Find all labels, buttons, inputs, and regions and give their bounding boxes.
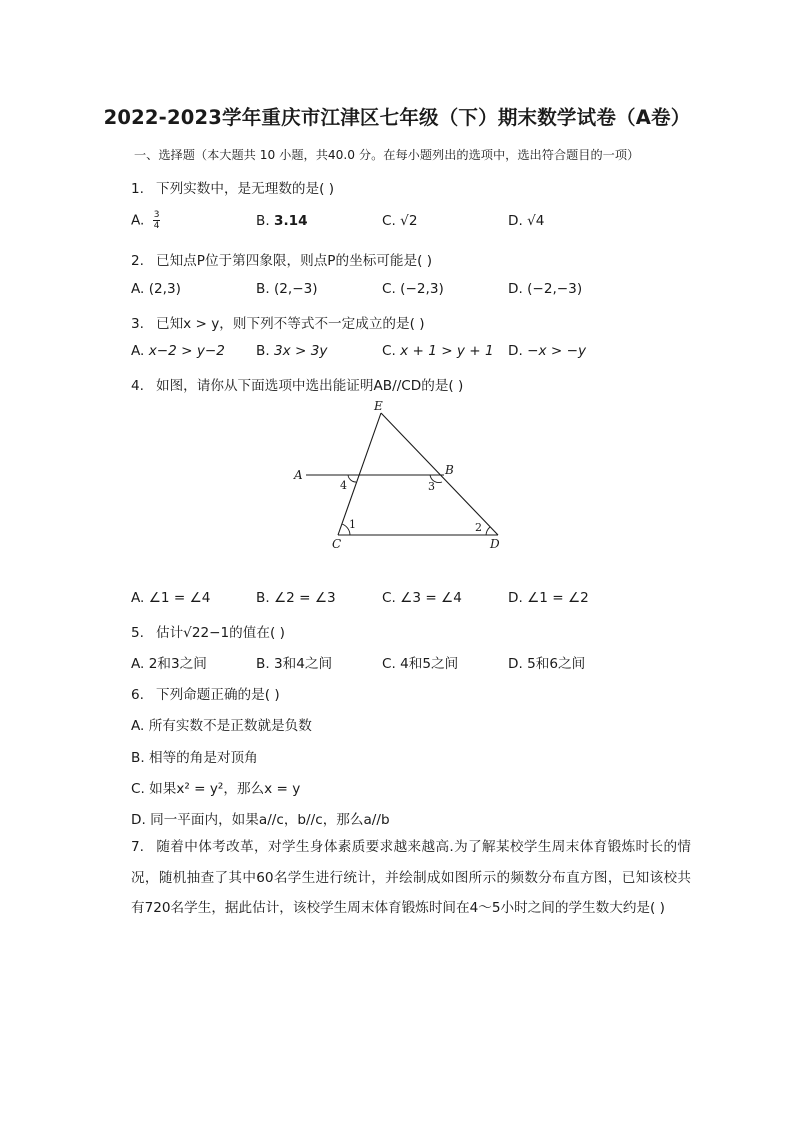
option-text: (−2,−3): [527, 281, 583, 297]
option-text: x−2 > y−2: [148, 343, 225, 359]
option-letter: C.: [382, 281, 396, 297]
option-a: [131, 714, 312, 734]
question-stem: 下列命题正确的是( ): [155, 687, 280, 703]
question-4: [131, 374, 463, 394]
option-letter: C.: [131, 781, 145, 797]
option-a: [131, 281, 181, 297]
option-text: 所有实数不是正数就是负数: [148, 718, 312, 734]
option-text: (2,−3): [273, 281, 318, 297]
question-5: [131, 621, 285, 641]
option-a: [131, 343, 225, 359]
option-text: x + 1 > y + 1: [400, 343, 494, 359]
option-b: [256, 343, 327, 359]
option-text: 4和5之间: [400, 656, 459, 672]
option-b: [256, 281, 318, 297]
option-text: 2和3之间: [148, 656, 207, 672]
option-b: [256, 213, 308, 229]
option-text: 5和6之间: [527, 656, 586, 672]
option-c: [382, 343, 494, 359]
option-letter: B.: [256, 281, 270, 297]
option-letter: B.: [256, 343, 270, 359]
option-c: [382, 652, 458, 672]
question-stem: 估计√22−1的值在( ): [155, 625, 285, 641]
angle-3-label: 3: [428, 480, 435, 493]
option-letter: D.: [508, 213, 523, 229]
question-1: [131, 177, 334, 197]
question-2: [131, 249, 432, 269]
option-letter: A.: [131, 343, 145, 359]
line-ed: [381, 413, 498, 535]
fraction-denominator: 4: [153, 221, 160, 231]
option-text: 3x > 3y: [273, 343, 328, 359]
question-number: 7.: [131, 839, 144, 855]
option-letter: C.: [382, 343, 396, 359]
option-text: 同一平面内，如果a//c，b//c，那么a//b: [150, 812, 390, 828]
option-letter: A.: [131, 281, 145, 297]
option-text: 3.14: [273, 213, 308, 229]
option-letter: D.: [508, 656, 523, 672]
angle-4-label: 4: [340, 479, 347, 492]
option-text: ∠1 = ∠2: [527, 590, 589, 606]
option-letter: C.: [382, 590, 396, 606]
option-letter: B.: [256, 213, 270, 229]
line-ec: [338, 413, 381, 535]
point-b-label: B: [445, 463, 454, 477]
option-d: [508, 281, 582, 297]
question-7: [131, 832, 691, 924]
question-number: 2.: [131, 253, 144, 269]
option-c: [382, 590, 462, 606]
question-stem: 如图，请你从下面选项中选出能证明AB//CD的是( ): [155, 378, 464, 394]
option-text: ∠2 = ∠3: [273, 590, 336, 606]
point-e-label: E: [374, 399, 383, 413]
option-letter: A.: [131, 718, 145, 734]
option-d: [508, 343, 586, 359]
question-stem: 下列实数中，是无理数的是( ): [155, 181, 335, 197]
option-b: [256, 590, 336, 606]
option-a: [131, 590, 210, 606]
option-text: (2,3): [148, 281, 181, 297]
point-a-label: A: [294, 468, 303, 482]
option-text: ∠1 = ∠4: [148, 590, 211, 606]
option-text: 3和4之间: [273, 656, 333, 672]
question-number: 1.: [131, 181, 144, 197]
question-6: [131, 683, 280, 703]
question-stem: 随着中体考改革，对学生身体素质要求越来越高.为了解某校学生周末体育锻炼时长的情况，随机抽查了其中60名学生进行统计，并绘制成如图所示的频数分布直方图，已知该校共有720名学生，据此估计，该校学生周末体育锻炼时间在4～5小时之间的学生数大约是( ): [131, 839, 691, 916]
option-letter: C.: [382, 656, 396, 672]
option-text: 如果x² = y²，那么x = y: [149, 781, 301, 797]
option-d: [131, 808, 390, 828]
option-b: [256, 652, 332, 672]
option-d: [508, 213, 544, 229]
question-stem: 已知x > y，则下列不等式不一定成立的是( ): [155, 316, 425, 332]
question-number: 5.: [131, 625, 144, 641]
option-letter: D.: [508, 590, 523, 606]
option-text: (−2,3): [400, 281, 444, 297]
point-c-label: C: [332, 537, 342, 551]
question-number: 3.: [131, 316, 144, 332]
option-letter: C.: [382, 213, 396, 229]
option-letter: B.: [256, 590, 270, 606]
option-letter: A.: [131, 590, 145, 606]
fraction: [153, 210, 161, 231]
question-number: 6.: [131, 687, 144, 703]
question-3: [131, 312, 425, 332]
option-text: −x > −y: [527, 343, 587, 359]
angle-2-arc: [486, 527, 490, 535]
option-letter: D.: [131, 812, 146, 828]
angle-1-label: 1: [349, 518, 356, 531]
option-letter: B.: [256, 656, 270, 672]
option-letter: B.: [131, 750, 145, 766]
option-c: [382, 213, 417, 229]
option-a: [131, 652, 207, 672]
option-a: [131, 210, 160, 231]
page-title: 2022-2023学年重庆市江津区七年级（下）期末数学试卷（A卷）: [103, 106, 691, 129]
option-text: ∠3 = ∠4: [400, 590, 462, 606]
point-d-label: D: [490, 537, 500, 551]
option-c: [131, 777, 300, 797]
angle-2-label: 2: [475, 521, 482, 534]
section-header: 一、选择题（本大题共 10 小题，共40.0 分。在每小题列出的选项中，选出符合题目的一项）: [134, 148, 640, 162]
option-letter: D.: [508, 281, 523, 297]
question-number: 4.: [131, 378, 144, 394]
option-letter: A.: [131, 212, 145, 229]
fraction-numerator: 3: [153, 210, 160, 220]
option-text: √2: [400, 213, 418, 229]
question-stem: 已知点P位于第四象限，则点P的坐标可能是( ): [155, 253, 432, 269]
option-text: 相等的角是对顶角: [148, 750, 258, 766]
option-text: √4: [527, 213, 545, 229]
option-d: [508, 652, 585, 672]
option-d: [508, 590, 589, 606]
angle-4-arc: [348, 475, 356, 482]
option-c: [382, 281, 444, 297]
option-letter: A.: [131, 656, 145, 672]
option-letter: D.: [508, 343, 523, 359]
geometry-figure: [290, 396, 510, 556]
option-b: [131, 746, 258, 766]
